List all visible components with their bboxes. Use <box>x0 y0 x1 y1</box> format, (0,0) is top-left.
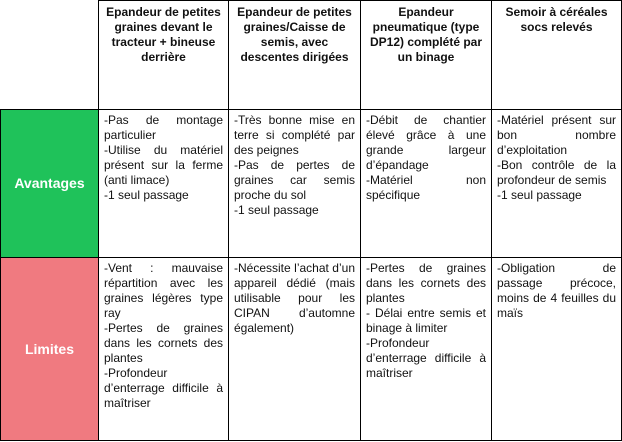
cell-line: -Débit de chantier élevé grâce à une grande largeur d’épandage <box>366 113 486 172</box>
cell-line: -Nécessite l’achat d’un appareil dédié (mais utilisable pour les CIPAN d’automne également) <box>234 261 355 335</box>
column-header-1: Epandeur de petites graines devant le tracteur + bineuse derrière <box>99 1 229 110</box>
row-label-limites: Limites <box>1 258 99 441</box>
cell-line: -1 seul passage <box>497 188 582 202</box>
column-header-3: Epandeur pneumatique (type DP12) complété par un binage <box>361 1 492 110</box>
cell-limites-3 <box>361 258 492 441</box>
cell-line: -Vent : mauvaise répartition avec les graines légères type ray <box>104 261 223 320</box>
cell-line: -Profondeur d’enterrage difficile à maîtriser <box>104 366 223 410</box>
header-row <box>1 1 622 110</box>
cell-line: -Très bonne mise en terre si complété par des peignes <box>234 113 355 157</box>
cell-line: -Matériel non spécifique <box>366 173 486 202</box>
row-label-avantages: Avantages <box>1 110 99 258</box>
column-header-2: Epandeur de petites graines/Caisse de semis, avec descentes dirigées <box>229 1 361 110</box>
cell-limites-1 <box>99 258 229 441</box>
corner-cell <box>1 1 99 110</box>
cell-line: -Matériel présent sur bon nombre d’exploitation <box>497 113 616 157</box>
cell-line: -Pertes de graines dans les cornets des plantes <box>104 321 223 365</box>
cell-line: -Pertes de graines dans les cornets des plantes <box>366 261 486 305</box>
cell-avantages-2 <box>229 110 361 258</box>
cell-line: -1 seul passage <box>104 188 189 202</box>
cell-line: - Délai entre semis et binage à limiter <box>366 306 486 335</box>
cell-line: -Bon contrôle de la profondeur de semis <box>497 158 616 187</box>
cell-line: -Utilise du matériel présent sur la ferme (anti limace) <box>104 143 223 187</box>
cell-avantages-1 <box>99 110 229 258</box>
row-avantages <box>1 110 622 258</box>
row-limites <box>1 258 622 441</box>
cell-line: -Pas de montage particulier <box>104 113 223 142</box>
cell-line: -Obligation de passage précoce, moins de 4 feuilles du maïs <box>497 261 616 320</box>
column-header-4: Semoir à céréales socs relevés <box>492 1 622 110</box>
cell-line: -Pas de pertes de graines car semis proche du sol <box>234 158 355 202</box>
cell-line: -Profondeur d’enterrage difficile à maîtriser <box>366 336 486 380</box>
cell-avantages-4 <box>492 110 622 258</box>
cell-line: -1 seul passage <box>234 203 319 217</box>
cell-limites-4 <box>492 258 622 441</box>
cell-limites-2 <box>229 258 361 441</box>
cell-avantages-3 <box>361 110 492 258</box>
